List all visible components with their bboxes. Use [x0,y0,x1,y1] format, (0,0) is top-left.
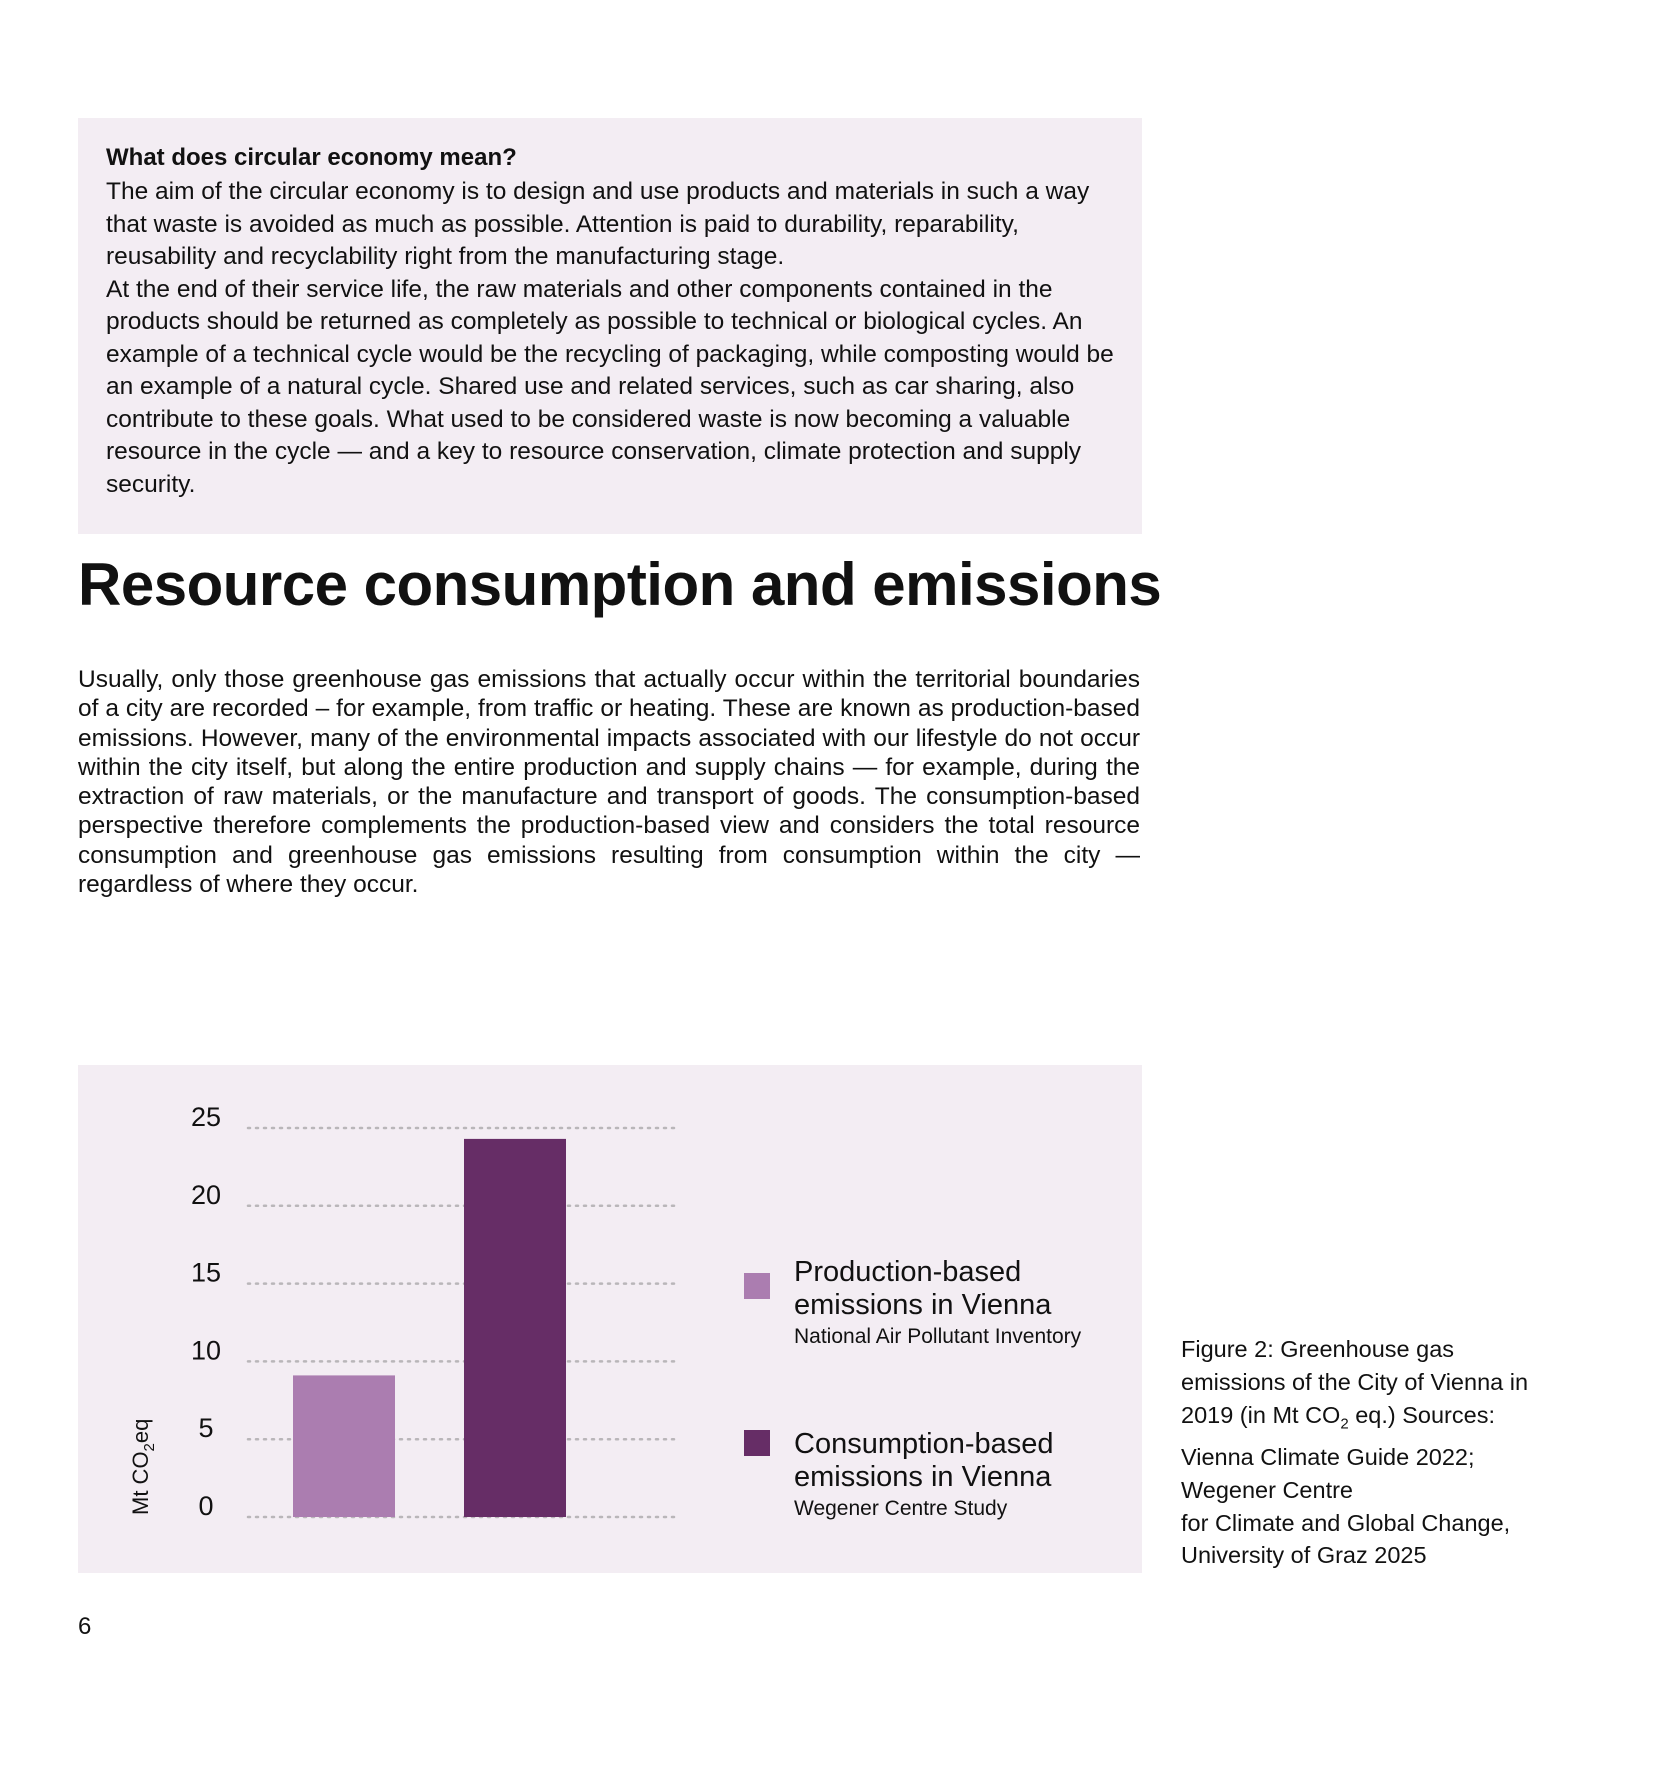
y-tick-label-25: 25 [190,1102,222,1132]
legend-source-production: National Air Pollutant Inventory [794,1325,1082,1348]
bar-production-based [293,1375,395,1517]
legend-label-production: Production-based emissions in Vienna [794,1256,1052,1321]
info-box-title: What does circular economy mean? [106,144,517,171]
y-tick-label-5: 5 [198,1413,214,1444]
legend-label-consumption: Consumption-based emissions in Vienna [794,1428,1054,1493]
y-tick-label-15: 15 [190,1257,222,1288]
info-box [78,118,1142,534]
legend-source-consumption: Wegener Centre Study [794,1497,1008,1520]
y-tick-label-10: 10 [190,1335,222,1366]
chart-panel [78,1065,1142,1573]
section-heading: Resource consumption and emissions [78,551,1162,618]
page-number: 6 [78,1613,92,1640]
info-box-paragraph-1: The aim of the circular economy is to design and use products and materials in such a way that waste is avoided as much as possible. Attention is paid to durability, reparability, reusability and recyclability right from the manufacturing stage. [106,178,1090,270]
info-box-paragraph-2: At the end of their service life, the raw materials and other components contained in the products should be returned as completely as possible to technical or biological cycles. An example of a technical cycle would be the recycling of packaging, while composting would be an example of a natural cycle. Shared use and related services, such as car sharing, also contribute to these goals. What used to be considered waste is now becoming a valuable resource in the cycle — and a key to resource conservation, climate protection and supply security. [106,275,1114,498]
legend-swatch-consumption [744,1430,770,1456]
y-axis-label: Mt $CO_2eq$ [128,1418,158,1515]
y-tick-label-0: 0 [198,1491,214,1521]
y-tick-label-20: 20 [190,1179,222,1210]
figure-caption: Figure 2: Greenhouse gas emissions of the City of Vienna in 2019 (in Mt $CO_2$ eq.) Sources: Vienna Climate Guide 2022; Wegener Centre for Climate and Global Change, University of Graz 2025 [1181,1336,1529,1569]
body-paragraph: Usually, only those greenhouse gas emissions that actually occur within the territorial boundaries of a city are recorded – for example, from traffic or heating. These are known as production-based emissions. However, many of the environmental impacts associated with our lifestyle do not occur within the city itself, but along the entire production and supply chains — for example, during the extraction of raw materials, or the manufacture and transport of goods. The consumption-based perspective therefore complements the production-based view and considers the total resource consumption and greenhouse gas emissions resulting from consumption within the city — regardless of where they occur. [78,666,1140,899]
bar-consumption-based [464,1139,566,1517]
legend-swatch-production [744,1273,770,1299]
